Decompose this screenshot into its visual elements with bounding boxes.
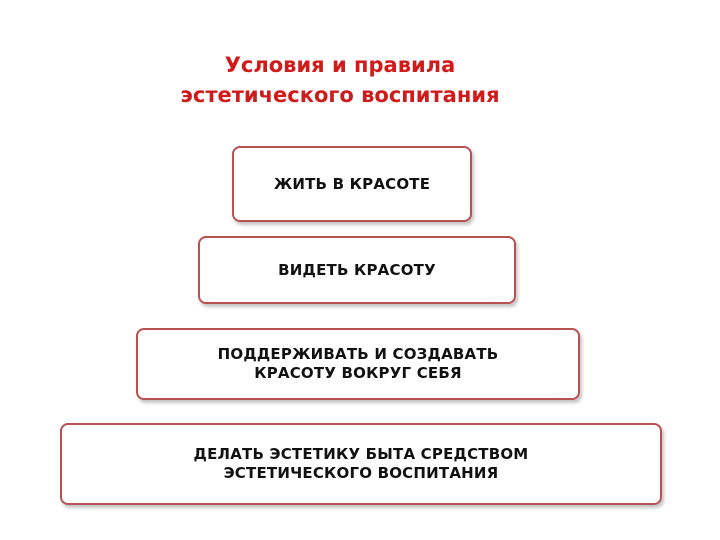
level-3-text-line-2: КРАСОТУ ВОКРУГ СЕБЯ bbox=[254, 364, 462, 382]
pyramid-level-4-box bbox=[60, 423, 662, 505]
level-2-text: ВИДЕТЬ КРАСОТУ bbox=[278, 260, 436, 279]
level-3-text-line-1: ПОДДЕРЖИВАТЬ И СОЗДАВАТЬ bbox=[217, 345, 499, 363]
slide-title bbox=[130, 50, 550, 110]
title-line-2: эстетического воспитания bbox=[180, 83, 500, 107]
title-line-1: Условия и правила bbox=[224, 53, 456, 77]
level-4-text-line-2: ЭСТЕТИЧЕСКОГО ВОСПИТАНИЯ bbox=[223, 464, 499, 482]
pyramid-level-2-box bbox=[198, 236, 516, 304]
pyramid-level-1-box bbox=[232, 146, 472, 222]
level-4-text-line-1: ДЕЛАТЬ ЭСТЕТИКУ БЫТА СРЕДСТВОМ bbox=[193, 445, 529, 463]
level-1-text: ЖИТЬ В КРАСОТЕ bbox=[273, 174, 431, 193]
pyramid-level-3-box bbox=[136, 328, 580, 400]
